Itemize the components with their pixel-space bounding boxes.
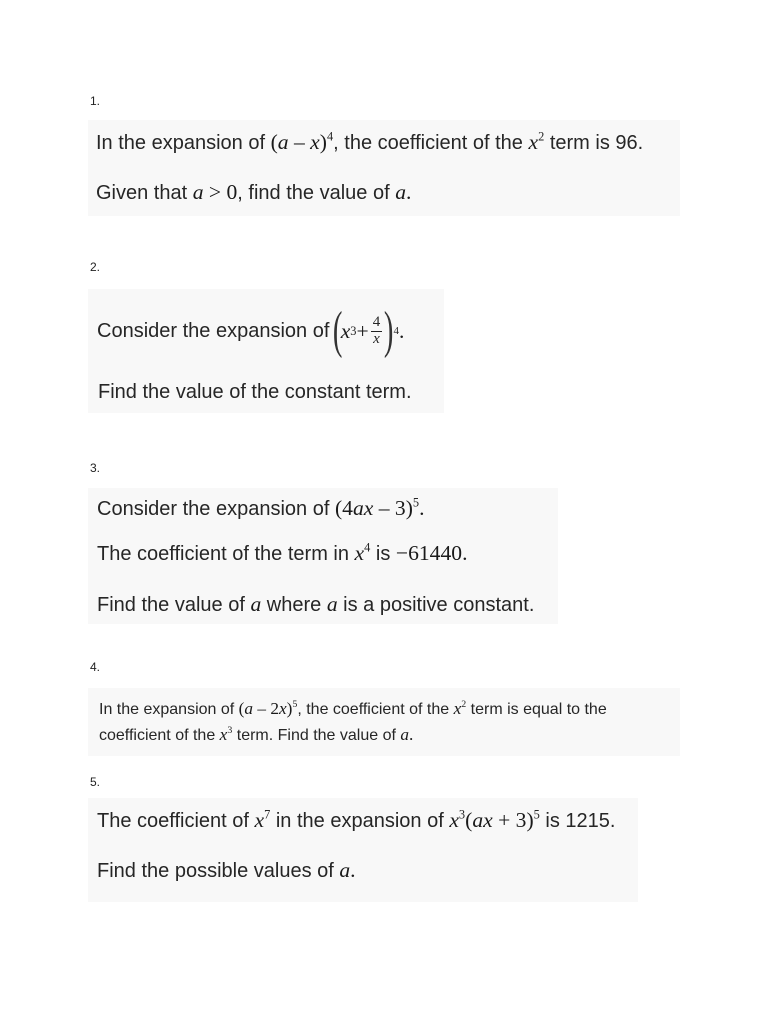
question-3-line-2: The coefficient of the term in $x^4$ is −61440.: [97, 540, 468, 565]
question-number-1: 1.: [90, 94, 101, 108]
fraction-4-over-x: $\frac{4}{x}$: [372, 313, 381, 347]
question-3-line-3: Find the value of a where a is a positive constant.: [97, 592, 535, 616]
question-number-5: 5.: [90, 775, 101, 789]
question-3-image: [88, 488, 558, 624]
question-1-image: [88, 120, 680, 216]
question-5-image: [88, 798, 638, 902]
question-5-line-1: The coefficient of $x^7$ in the expansion of $x^3(ax + 3)^5$ is 1215.: [97, 807, 616, 832]
question-1-line-1: In the expansion of (a – x)$^4$, the coefficient of the $x^2$ term is 96.: [96, 129, 644, 154]
question-4-image: [88, 688, 680, 756]
question-number-2: 2.: [90, 260, 101, 274]
question-2-line-1: Consider the expansion of ( x 3 + $\frac{4}{x}$ ) 4 .: [97, 302, 405, 359]
question-3-line-1: Consider the expansion of (4ax – 3)$^5$.: [97, 495, 425, 520]
question-2-line-2: Find the value of the constant term.: [98, 381, 412, 403]
question-1-line-2: Given that a > 0, find the value of a.: [96, 180, 412, 204]
question-5-line-2: Find the possible values of a.: [97, 858, 356, 882]
question-4-line-2: coefficient of the $x^3$ term. Find the value of a.: [99, 725, 414, 744]
question-4-line-1: In the expansion of (a – 2x)$^5$, the coefficient of the $x^2$ term is equal to the: [99, 699, 607, 718]
question-number-3: 3.: [90, 461, 101, 475]
question-2-image: [88, 289, 444, 413]
question-number-4: 4.: [90, 660, 101, 674]
